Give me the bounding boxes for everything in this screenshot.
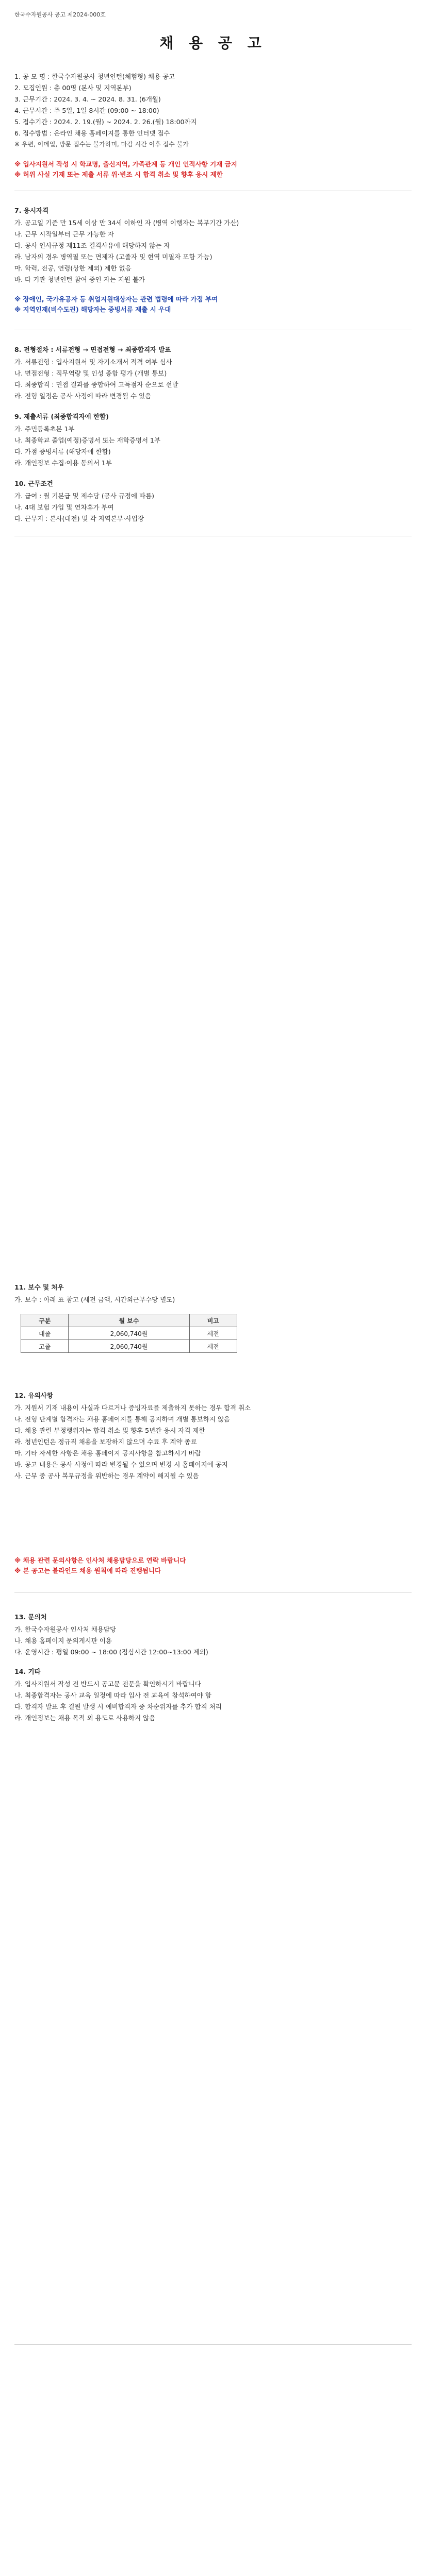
- overview-line: 3. 근무기간 : 2024. 3. 4. ~ 2024. 8. 31. (6개월): [14, 95, 161, 103]
- section-line: 라. 개인정보 수집·이용 동의서 1부: [14, 459, 112, 467]
- section-line: 가. 지원서 기재 내용이 사실과 다르거나 증빙자료를 제출하지 못하는 경우 합격 취소: [14, 1404, 251, 1412]
- page-title: 채 용 공 고: [159, 35, 267, 52]
- section-heading: 8. 전형절차 : 서류전형 → 면접전형 → 최종합격자 발표: [14, 346, 171, 353]
- overview-line: 6. 접수방법 : 온라인 채용 홈페이지를 통한 인터넷 접수: [14, 129, 170, 137]
- table-header-row: [21, 1314, 237, 1327]
- table-header-cell: 월 보수: [69, 1314, 189, 1327]
- red-notice: ※ 채용 관련 문의사항은 인사처 채용담당으로 연락 바랍니다: [14, 1556, 186, 1564]
- section-line: 가. 한국수자원공사 인사처 채용담당: [14, 1625, 117, 1633]
- table-header-cell: 구분: [21, 1314, 69, 1327]
- section-heading: 11. 보수 및 처우: [14, 1283, 64, 1291]
- table-row: [21, 1327, 237, 1340]
- red-notice: ※ 입사지원서 작성 시 학교명, 출신지역, 가족관계 등 개인 인적사항 기재 금지: [14, 160, 237, 168]
- blue-notice: ※ 장애인, 국가유공자 등 취업지원대상자는 관련 법령에 따라 가점 부여: [14, 295, 218, 303]
- section-line: 라. 개인정보는 채용 목적 외 용도로 사용하지 않음: [14, 1714, 156, 1722]
- section-line: 다. 최종합격 : 면접 결과를 종합하여 고득점자 순으로 선발: [14, 381, 178, 388]
- overview-line: 1. 공 모 명 : 한국수자원공사 청년인턴(체험형) 채용 공고: [14, 73, 175, 80]
- section-line: 바. 타 기관 청년인턴 참여 중인 자는 지원 불가: [14, 276, 145, 283]
- section-line: 가. 급여 : 월 기본급 및 제수당 (공사 규정에 따름): [14, 492, 155, 500]
- section-line: 나. 근무 시작일부터 근무 가능한 자: [14, 230, 114, 238]
- section-line: 다. 가점 증빙서류 (해당자에 한함): [14, 448, 111, 455]
- wage-table: [21, 1314, 237, 1353]
- section-line: 다. 근무지 : 본사(대전) 및 각 지역본부·사업장: [14, 515, 144, 522]
- section-line: 가. 보수 : 아래 표 참고 (세전 금액, 시간외근무수당 별도): [14, 1296, 175, 1303]
- section-line: 라. 남자의 경우 병역필 또는 면제자 (고졸자 및 현역 미필자 포함 가능): [14, 253, 212, 261]
- table-cell: 2,060,740원: [69, 1327, 189, 1340]
- section-line: 마. 학력, 전공, 연령(상한 제외) 제한 없음: [14, 264, 132, 272]
- table-cell: 고졸: [21, 1340, 69, 1353]
- section-heading: 14. 기타: [14, 1668, 41, 1675]
- section-line: 라. 청년인턴은 정규직 채용을 보장하지 않으며 수료 후 계약 종료: [14, 1438, 197, 1446]
- section-line: 다. 채용 관련 부정행위자는 합격 취소 및 향후 5년간 응시 자격 제한: [14, 1427, 205, 1434]
- org-header: 한국수자원공사 공고 제2024-000호: [14, 11, 106, 18]
- overview-line: ※ 우편, 이메일, 방문 접수는 불가하며, 마감 시간 이후 접수 불가: [14, 141, 189, 148]
- table-cell: 세전: [189, 1327, 237, 1340]
- section-line: 가. 서류전형 : 입사지원서 및 자기소개서 적격 여부 심사: [14, 358, 172, 366]
- table-cell: 세전: [189, 1340, 237, 1353]
- section-line: 사. 근무 중 공사 복무규정을 위반하는 경우 계약이 해지될 수 있음: [14, 1472, 199, 1480]
- section-heading: 9. 제출서류 (최종합격자에 한함): [14, 413, 109, 420]
- overview-line: 5. 접수기간 : 2024. 2. 19.(월) ~ 2024. 2. 26.(월) 18:00까지: [14, 118, 197, 126]
- table-cell: 2,060,740원: [69, 1340, 189, 1353]
- section-line: 마. 기타 자세한 사항은 채용 홈페이지 공지사항을 참고하시기 바람: [14, 1449, 201, 1457]
- section-line: 다. 운영시간 : 평일 09:00 ~ 18:00 (점심시간 12:00~13:00 제외): [14, 1648, 208, 1656]
- section-heading: 13. 문의처: [14, 1613, 47, 1621]
- section-line: 가. 입사지원서 작성 전 반드시 공고문 전문을 확인하시기 바랍니다: [14, 1680, 201, 1688]
- section-line: 가. 주민등록초본 1부: [14, 425, 75, 433]
- red-notice: ※ 허위 사실 기재 또는 제출 서류 위·변조 시 합격 취소 및 향후 응시 제한: [14, 171, 223, 178]
- divider: [14, 2344, 412, 2345]
- section-line: 나. 최종합격자는 공사 교육 일정에 따라 입사 전 교육에 참석하여야 함: [14, 1691, 211, 1699]
- red-notice: ※ 본 공고는 블라인드 채용 원칙에 따라 진행됩니다: [14, 1567, 161, 1574]
- section-line: 나. 4대 보험 가입 및 연차휴가 부여: [14, 503, 114, 511]
- overview-line: 2. 모집인원 : 총 00명 (본사 및 지역본부): [14, 84, 132, 92]
- section-heading: 10. 근무조건: [14, 480, 53, 487]
- overview-line: 4. 근무시간 : 주 5일, 1일 8시간 (09:00 ~ 18:00): [14, 107, 159, 114]
- section-line: 가. 공고일 기준 만 15세 이상 만 34세 이하인 자 (병역 이행자는 복무기간 가산): [14, 219, 239, 227]
- section-line: 나. 채용 홈페이지 문의게시판 이용: [14, 1637, 112, 1645]
- section-line: 나. 최종학교 졸업(예정)증명서 또는 재학증명서 1부: [14, 436, 161, 444]
- section-line: 다. 공사 인사규정 제11조 결격사유에 해당하지 않는 자: [14, 242, 170, 249]
- section-line: 다. 합격자 발표 후 결원 발생 시 예비합격자 중 차순위자를 추가 합격 처리: [14, 1703, 222, 1710]
- table-cell: 대졸: [21, 1327, 69, 1340]
- section-heading: 7. 응시자격: [14, 207, 49, 214]
- table-row: [21, 1340, 237, 1353]
- section-line: 나. 면접전형 : 직무역량 및 인성 종합 평가 (개별 통보): [14, 369, 167, 377]
- section-line: 바. 공고 내용은 공사 사정에 따라 변경될 수 있으며 변경 시 홈페이지에 공지: [14, 1461, 228, 1468]
- table-header-cell: 비고: [189, 1314, 237, 1327]
- section-line: 나. 전형 단계별 합격자는 채용 홈페이지를 통해 공지하며 개별 통보하지 않음: [14, 1415, 231, 1423]
- section-heading: 12. 유의사항: [14, 1392, 53, 1399]
- blue-notice: ※ 지역인재(비수도권) 해당자는 증빙서류 제출 시 우대: [14, 306, 171, 313]
- section-line: 라. 전형 일정은 공사 사정에 따라 변경될 수 있음: [14, 392, 152, 400]
